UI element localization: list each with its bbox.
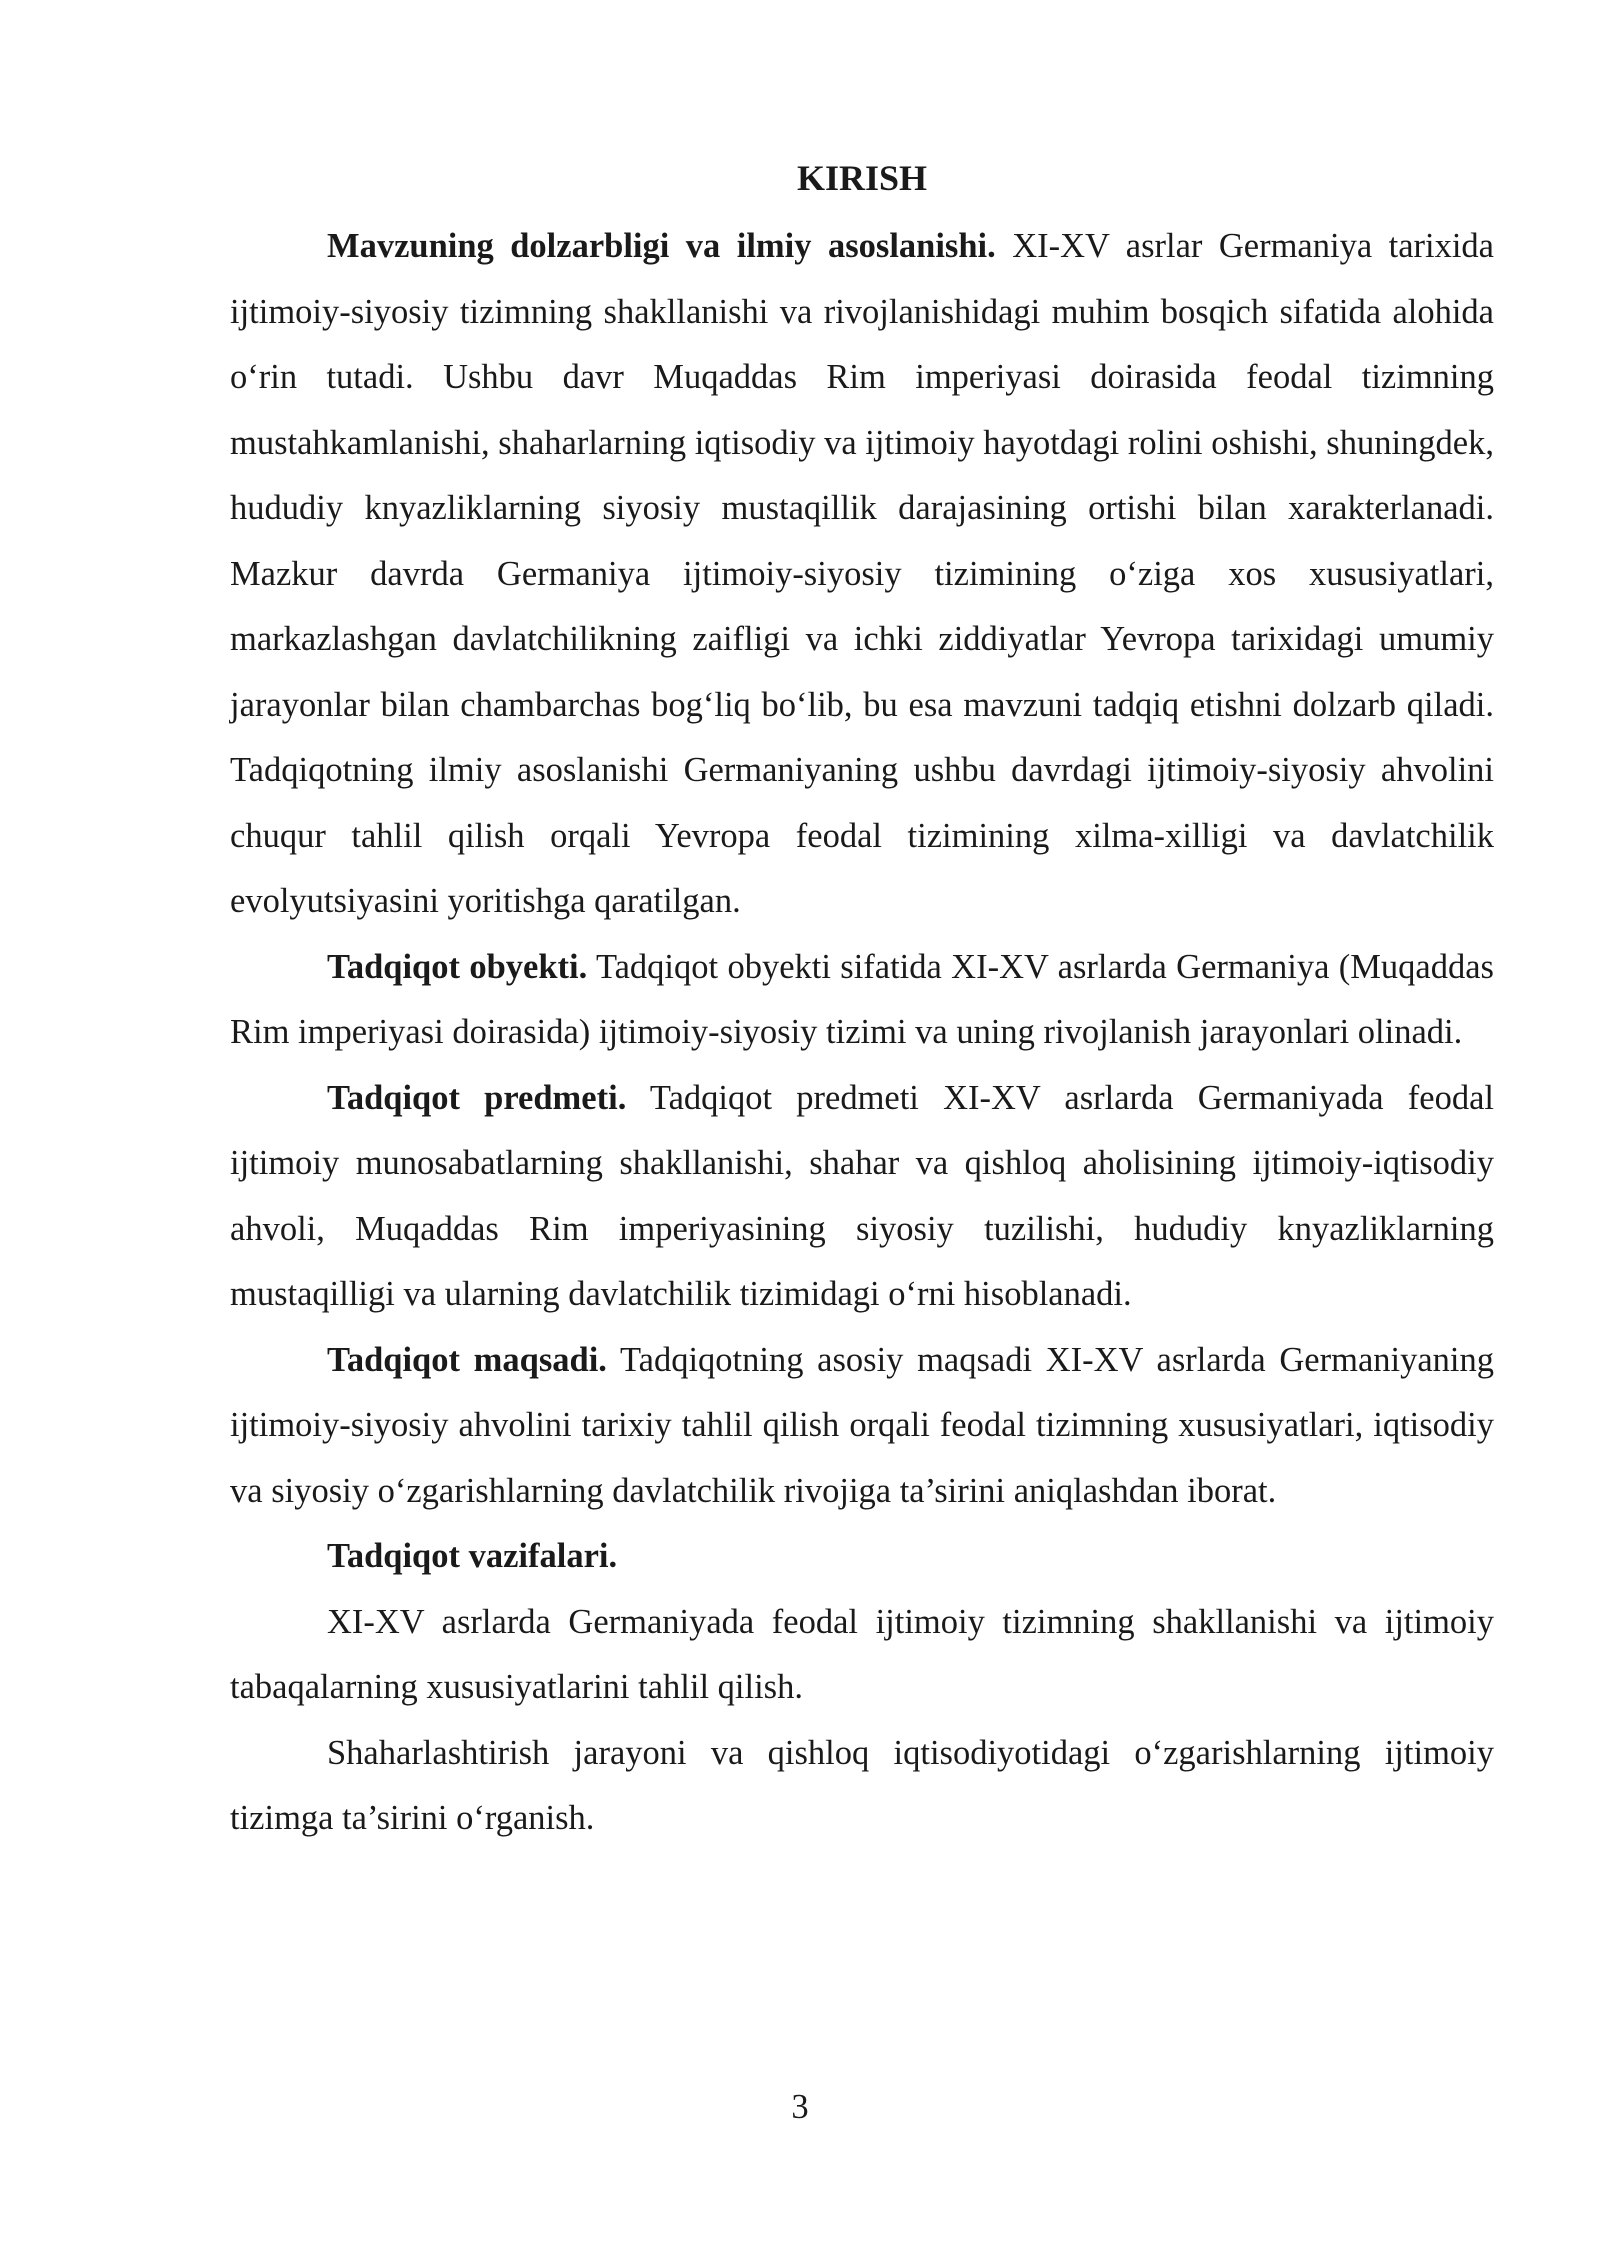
paragraph-object [230, 935, 1494, 1066]
page-number: 3 [791, 2088, 809, 2126]
paragraph-lead: Tadqiqot predmeti. [327, 1078, 627, 1117]
paragraph-lead: Tadqiqot maqsadi. [327, 1340, 607, 1379]
paragraph-tasks-heading [230, 1524, 1494, 1590]
paragraph-body: XI-XV asrlar Germaniya tarixida ijtimoiy-siyosiy tizimning shakllanishi va rivojlanishidagi muhim bosqich sifatida alohida o‘rin tutadi. Ushbu davr Muqaddas Rim imperiyasi doirasida feodal tizimning mustahkamlanishi, shaharlarning iqtisodiy va ijtimoiy hayotdagi rolini oshishi, shuningdek, hududiy knyazliklarning siyosiy mustaqillik darajasining ortishi bilan xarakterlanadi. Mazkur davrda Germaniya ijtimoiy-siyosiy tizimining o‘ziga xos xususiyatlari, markazlashgan davlatchilikning zaifligi va ichki ziddiyatlar Yevropa tarixidagi umumiy jarayonlar bilan chambarchas bog‘liq bo‘lib, bu esa mavzuni tadqiq etishni dolzarb qiladi. Tadqiqotning ilmiy asoslanishi Germaniyaning ushbu davrdagi ijtimoiy-siyosiy ahvolini chuqur tahlil qilish orqali Yevropa feodal tizimining xilma-xilligi va davlatchilik evolyutsiyasini yoritishga qaratilgan. [230, 227, 1494, 920]
document-page [230, 148, 1494, 1852]
paragraph-task-2 [230, 1721, 1494, 1852]
paragraph-relevance [230, 214, 1494, 935]
paragraph-lead: Tadqiqot vazifalari. [327, 1537, 618, 1575]
paragraph-subject [230, 1066, 1494, 1328]
paragraph-task-1 [230, 1590, 1494, 1721]
paragraph-body: XI-XV asrlarda Germaniyada feodal ijtimoiy tizimning shakllanishi va ijtimoiy tabaqalarning xususiyatlarini tahlil qilish. [230, 1602, 1494, 1706]
paragraph-lead: Mavzuning dolzarbligi va ilmiy asoslanishi. [327, 227, 996, 265]
paragraph-lead: Tadqiqot obyekti. [327, 947, 588, 986]
paragraph-body: Shaharlashtirish jarayoni va qishloq iqtisodiyotidagi o‘zgarishlarning ijtimoiy tizimga ta’sirini o‘rganish. [230, 1733, 1494, 1837]
paragraph-body: Tadqiqot predmeti XI-XV asrlarda Germaniyada feodal ijtimoiy munosabatlarning shakllanishi, shahar va qishloq aholisining ijtimoiy-iqtisodiy ahvoli, Muqaddas Rim imperiyasining siyosiy tuzilishi, hududiy knyazliklarning mustaqilligi va ularning davlatchilik tizimidagi o‘rni hisoblanadi. [230, 1078, 1495, 1313]
paragraph-body: Tadqiqotning asosiy maqsadi XI-XV asrlarda Germaniyaning ijtimoiy-siyosiy ahvolini tarixiy tahlil qilish orqali feodal tizimning xususiyatlari, iqtisodiy va siyosiy o‘zgarishlarning davlatchilik rivojiga ta’sirini aniqlashdan iborat. [230, 1340, 1494, 1510]
paragraph-goal [230, 1328, 1494, 1525]
paragraph-body: Tadqiqot obyekti sifatida XI-XV asrlarda Germaniya (Muqaddas Rim imperiyasi doirasida) ijtimoiy-siyosiy tizimi va uning rivojlanish jarayonlari olinadi. [230, 947, 1494, 1051]
section-heading: KIRISH [796, 158, 928, 198]
